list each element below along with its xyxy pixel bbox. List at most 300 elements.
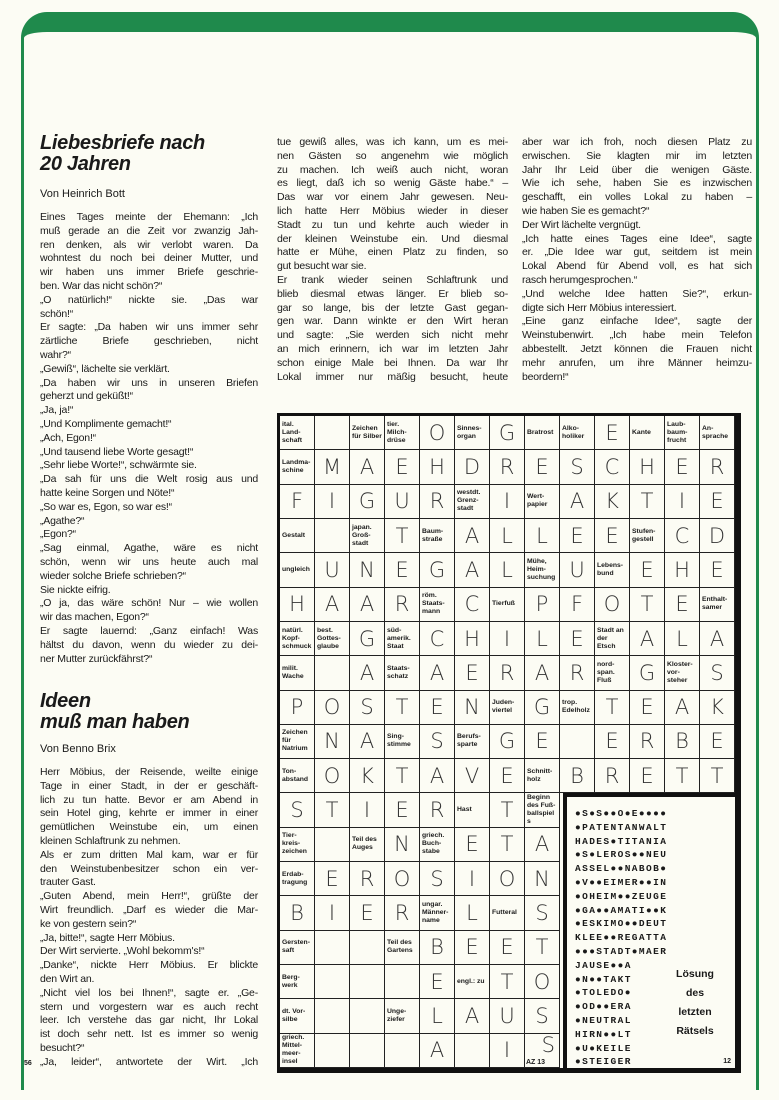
crossword-clue-cell: Teil des Auges <box>350 828 385 862</box>
crossword-letter-cell[interactable]: I <box>315 485 350 519</box>
text-line: mehr anrufen, um ihre Männer heimzu- <box>522 356 752 369</box>
text-line: „Sehr liebe Worte!“, schwärmte sie. <box>40 459 197 472</box>
crossword-letter-cell[interactable]: L <box>490 519 525 553</box>
crossword-letter-cell[interactable]: R <box>350 862 385 896</box>
crossword-letter-cell[interactable]: A <box>525 828 560 862</box>
crossword-letter-cell[interactable]: K <box>350 759 385 793</box>
crossword-clue-cell: ungleich <box>280 553 315 587</box>
crossword-letter-cell[interactable]: T <box>630 588 665 622</box>
text-line: geherzt und geküßt!“ <box>40 390 133 403</box>
page-number: 56 <box>24 1060 32 1067</box>
text-line: rasch herumgesprochen.“ <box>522 273 638 286</box>
crossword-letter-cell[interactable]: G <box>350 485 385 519</box>
solution-line: ●S●LEROS●●NEU <box>575 849 668 861</box>
crossword-letter-cell[interactable]: T <box>525 931 560 965</box>
crossword-letter-cell[interactable]: U <box>385 485 420 519</box>
crossword-letter-cell[interactable]: E <box>420 691 455 725</box>
crossword-letter-cell[interactable]: R <box>560 656 595 690</box>
crossword-letter-cell[interactable]: A <box>420 656 455 690</box>
crossword-clue-cell: Zeichen für Silber <box>350 416 385 450</box>
crossword-letter-cell[interactable]: I <box>490 485 525 519</box>
text-line: Das war vor einem Jahr gewesen. Neu- <box>277 191 508 204</box>
crossword-letter-cell[interactable]: P <box>525 588 560 622</box>
solution-line: ●NEUTRAL <box>575 1014 632 1026</box>
crossword-letter-cell[interactable]: A <box>350 656 385 690</box>
solution-line: HADES●TITANIA <box>575 835 668 847</box>
crossword-letter-cell[interactable]: R <box>595 759 630 793</box>
crossword-clue-cell: milit. Wache <box>280 656 315 690</box>
text-line: schön!“ <box>40 307 74 320</box>
crossword-letter-cell[interactable]: E <box>700 553 735 587</box>
solution-label <box>665 965 725 1041</box>
crossword-clue-cell: Laubbaumfrucht <box>665 416 700 450</box>
crossword-letter-cell[interactable]: M <box>315 450 350 484</box>
crossword-letter-cell[interactable]: E <box>700 725 735 759</box>
crossword-letter-cell[interactable]: L <box>665 622 700 656</box>
text-line: Er sagte lauernd: „Ganz einfach! Was <box>40 624 258 637</box>
crossword-letter-cell[interactable]: H <box>665 553 700 587</box>
crossword-clue-cell: Hast <box>455 793 490 827</box>
story1-body <box>40 211 258 666</box>
text-line: aber war ich froh, noch diesen Platz zu <box>522 136 752 148</box>
crossword-code: AZ 13 <box>526 1059 546 1066</box>
text-line: abbestellt. Jetzt können die Frauen nicht <box>522 342 752 355</box>
crossword-letter-cell[interactable]: F <box>280 485 315 519</box>
text-line: Tage in einer Stadt, in der er geschäft- <box>40 779 258 792</box>
crossword-letter-cell[interactable]: S <box>525 1034 560 1068</box>
crossword-letter-cell[interactable]: O <box>315 759 350 793</box>
story1-title-line: Liebesbriefe nach <box>40 132 205 154</box>
crossword-letter-cell[interactable]: S <box>280 793 315 827</box>
crossword-letter-cell[interactable]: E <box>595 416 630 450</box>
crossword-clue-cell: Stufengestell <box>630 519 665 553</box>
crossword-letter-cell[interactable]: H <box>455 622 490 656</box>
crossword-letter-cell[interactable]: H <box>420 450 455 484</box>
crossword-letter-cell[interactable]: N <box>455 691 490 725</box>
solution-line: ●●●STADT●MAER <box>575 945 668 957</box>
crossword-letter-cell[interactable]: N <box>525 862 560 896</box>
crossword-letter-cell[interactable]: R <box>490 450 525 484</box>
crossword-letter-cell[interactable]: E <box>525 725 560 759</box>
crossword-letter-cell[interactable]: I <box>490 1034 525 1068</box>
crossword-letter-cell[interactable]: G <box>525 691 560 725</box>
crossword-clue-cell: Zeichen für Natrium <box>280 725 315 759</box>
text-line: „Ja, leider“, antwortete der Wirt. „Ich <box>40 1055 258 1068</box>
crossword-letter-cell[interactable]: E <box>595 519 630 553</box>
crossword-letter-cell[interactable]: K <box>595 485 630 519</box>
crossword-letter-cell[interactable] <box>350 965 385 999</box>
text-line: „Agathe?“ <box>40 514 85 527</box>
crossword-letter-cell[interactable]: L <box>420 999 455 1033</box>
crossword-letter-cell[interactable]: A <box>420 1034 455 1068</box>
text-line: „Ja, bitte!“, sagte Herr Möbius. <box>40 931 175 944</box>
crossword-letter-cell[interactable]: O <box>315 691 350 725</box>
crossword-letter-cell[interactable] <box>315 999 350 1033</box>
crossword-letter-cell[interactable] <box>350 999 385 1033</box>
crossword-letter-cell[interactable]: F <box>560 588 595 622</box>
crossword-letter-cell[interactable]: A <box>350 588 385 622</box>
crossword-letter-cell[interactable]: N <box>315 725 350 759</box>
crossword-letter-cell[interactable]: R <box>490 656 525 690</box>
crossword-letter-cell[interactable]: V <box>455 759 490 793</box>
solution-line: ●V●●EIMER●●IN <box>575 876 668 888</box>
text-line: „Guten Abend, mein Herr!“, grüßte der <box>40 890 258 903</box>
text-line: „Egon?“ <box>40 528 76 541</box>
text-line: lich hatte Herr Möbius wieder in dieser <box>277 204 508 217</box>
crossword-letter-cell[interactable]: L <box>490 553 525 587</box>
crossword-letter-cell[interactable]: K <box>700 691 735 725</box>
crossword-letter-cell[interactable]: R <box>420 793 455 827</box>
crossword-letter-cell[interactable]: A <box>455 553 490 587</box>
crossword-letter-cell[interactable]: R <box>700 450 735 484</box>
text-line: trauter Gast. <box>40 876 96 889</box>
crossword-letter-cell[interactable]: E <box>455 656 490 690</box>
story1-title-line: 20 Jahren <box>40 153 131 175</box>
text-line: Stadt zu tun und kehrte auch wieder in <box>277 218 508 231</box>
text-line: kleinen Schlaftrunk zu nehmen. <box>40 834 181 847</box>
crossword-clue-cell: Staatsschatz <box>385 656 420 690</box>
crossword-letter-cell[interactable] <box>455 1034 490 1068</box>
crossword-clue-cell: ungar. Männername <box>420 896 455 930</box>
crossword-letter-cell[interactable]: A <box>315 588 350 622</box>
crossword-letter-cell[interactable]: E <box>630 691 665 725</box>
text-line: Er trank wieder seinen Schlaftrunk und <box>277 273 508 286</box>
solution-line: ASSEL●●NABOB● <box>575 863 668 875</box>
crossword-letter-cell[interactable]: A <box>700 622 735 656</box>
crossword-letter-cell[interactable]: O <box>595 588 630 622</box>
text-line: „Da sah für uns die Welt rosig aus und <box>40 473 258 486</box>
crossword-letter-cell[interactable]: A <box>665 691 700 725</box>
crossword-letter-cell[interactable]: E <box>665 450 700 484</box>
crossword-letter-cell[interactable]: A <box>560 485 595 519</box>
crossword-letter-cell[interactable]: B <box>420 931 455 965</box>
crossword-letter-cell[interactable] <box>315 828 350 862</box>
crossword-letter-cell[interactable]: A <box>350 450 385 484</box>
crossword-clue-cell: engl.: zu <box>455 965 490 999</box>
crossword-letter-cell[interactable]: O <box>525 965 560 999</box>
crossword-clue-cell: Wertpapier <box>525 485 560 519</box>
crossword-letter-cell[interactable]: T <box>315 793 350 827</box>
crossword-letter-cell[interactable] <box>315 1034 350 1068</box>
crossword-letter-cell[interactable] <box>315 416 350 450</box>
text-line: den Weinstubenbesitzer schon ein ver- <box>40 862 258 875</box>
crossword-letter-cell[interactable]: A <box>455 999 490 1033</box>
crossword-letter-cell[interactable]: E <box>385 450 420 484</box>
text-line: wir haben uns immer Briefe geschrie- <box>40 266 258 279</box>
story1-title <box>40 133 205 175</box>
green-frame-top <box>21 12 759 52</box>
crossword-letter-cell[interactable]: G <box>630 656 665 690</box>
text-line: Jahr Ihr Leid über die wenigen Gäste. <box>522 163 752 176</box>
crossword-clue-cell: Baumstraße <box>420 519 455 553</box>
crossword-letter-cell[interactable] <box>385 965 420 999</box>
crossword-clue-cell: Berufssparte <box>455 725 490 759</box>
text-line: er. „Die Idee war gut, seitdem ist mein <box>522 246 752 259</box>
solution-line: ●U●KEILE <box>575 1042 632 1054</box>
crossword-clue-cell: Tierfuß <box>490 588 525 622</box>
crossword-letter-cell[interactable]: E <box>490 931 525 965</box>
text-line: und sagte: „Sie werden sich nicht mehr <box>277 329 508 342</box>
text-line: nen Gästen so angenehm wie möglich <box>277 149 508 162</box>
crossword-letter-cell[interactable]: D <box>700 519 735 553</box>
crossword-letter-cell[interactable]: H <box>280 588 315 622</box>
crossword-clue-cell: Landmaschine <box>280 450 315 484</box>
text-line: wir das machen, Egon?“ <box>40 611 149 624</box>
solution-line: ●S●S●●O●E●●●● <box>575 808 668 819</box>
crossword-clue-cell: Klostervorsteher <box>665 656 700 690</box>
crossword-letter-cell[interactable]: G <box>350 622 385 656</box>
text-line: „O ja, das wäre schön! Nur – wie wollen <box>40 597 258 610</box>
crossword-letter-cell[interactable]: G <box>490 416 525 450</box>
crossword-clue-cell: Erdabtragung <box>280 862 315 896</box>
solution-line: ●TOLEDO● <box>575 987 632 999</box>
crossword-clue-cell: japan. Großstadt <box>350 519 385 553</box>
crossword-letter-cell[interactable]: E <box>350 896 385 930</box>
text-line: an mich erinnern, ich war im letzten Jahr <box>277 342 508 355</box>
crossword-letter-cell[interactable]: C <box>455 588 490 622</box>
text-line: wohntest du noch bei deiner Mutter, und <box>40 252 258 265</box>
crossword-clue-cell: Gerstensaft <box>280 931 315 965</box>
crossword-letter-cell[interactable]: T <box>385 519 420 553</box>
story2-body-column-1 <box>40 766 258 1070</box>
text-line: Lokal Abend für Abend voll, es hat sich <box>522 260 752 273</box>
crossword-letter-cell[interactable]: E <box>665 588 700 622</box>
crossword-letter-cell[interactable]: C <box>420 622 455 656</box>
crossword-clue-cell: Sinnesorgan <box>455 416 490 450</box>
text-line: lich zu tun hatte. Bevor er am Abend in <box>40 793 258 806</box>
text-line: gar so lange, bis der letzte Gast gegan- <box>277 301 508 314</box>
crossword-letter-cell[interactable]: S <box>420 862 455 896</box>
crossword-letter-cell[interactable]: E <box>420 965 455 999</box>
crossword-letter-cell[interactable]: T <box>385 691 420 725</box>
crossword-letter-cell[interactable]: E <box>315 862 350 896</box>
text-line: geschafft, ein volles Lokal zu haben – <box>522 191 752 204</box>
text-line: gen war. Dann winkte er den Wirt heran <box>277 315 508 328</box>
text-line: „O natürlich!“ nickte sie. „Das war <box>40 293 258 306</box>
text-line: besucht?“ <box>40 1041 85 1054</box>
crossword-clue-cell: Alkoholiker <box>560 416 595 450</box>
crossword-letter-cell[interactable]: S <box>350 691 385 725</box>
crossword-letter-cell[interactable]: E <box>700 485 735 519</box>
crossword-letter-cell[interactable]: T <box>700 759 735 793</box>
crossword-letter-cell[interactable]: A <box>350 725 385 759</box>
crossword-letter-cell[interactable]: U <box>560 553 595 587</box>
crossword-clue-cell: Tierkreiszeichen <box>280 828 315 862</box>
crossword-letter-cell[interactable]: B <box>280 896 315 930</box>
crossword-letter-cell[interactable]: T <box>385 759 420 793</box>
crossword-clue-cell: dt. Vorsilbe <box>280 999 315 1033</box>
crossword-clue-cell: Bergwerk <box>280 965 315 999</box>
crossword-letter-cell[interactable]: C <box>595 450 630 484</box>
text-line: tue gewiß alles, was ich kann, um es mei- <box>277 136 508 148</box>
crossword-clue-cell: röm. Staatsmann <box>420 588 455 622</box>
crossword-letter-cell[interactable]: B <box>665 725 700 759</box>
crossword-letter-cell[interactable]: A <box>630 622 665 656</box>
text-line: leer. Ich verstehe das gar nicht, Ihr Lokal <box>40 1014 258 1027</box>
crossword-clue-cell: best. Gottesglaube <box>315 622 350 656</box>
crossword-letter-cell[interactable] <box>315 656 350 690</box>
crossword-letter-cell[interactable]: A <box>525 656 560 690</box>
crossword-letter-cell[interactable]: L <box>525 519 560 553</box>
crossword-letter-cell[interactable]: B <box>560 759 595 793</box>
crossword-letter-cell[interactable] <box>350 931 385 965</box>
crossword-clue-cell: Futteral <box>490 896 525 930</box>
text-line: wahr?“ <box>40 348 71 361</box>
green-frame-left <box>21 50 24 1090</box>
solution-label-line: des <box>685 987 705 999</box>
crossword-letter-cell[interactable]: E <box>630 553 665 587</box>
text-line: Der Wirt lächelte vergnügt. <box>522 218 641 231</box>
text-line: schön, wenn wir uns heute auch mal <box>40 555 258 568</box>
text-line: Herr Möbius, der Reisende, weilte einige <box>40 766 258 778</box>
text-line: „Sag einmal, Agathe, wäre es nicht <box>40 542 258 555</box>
crossword-letter-cell[interactable]: O <box>490 862 525 896</box>
crossword-letter-cell[interactable]: S <box>560 450 595 484</box>
crossword-letter-cell[interactable]: I <box>665 485 700 519</box>
crossword-clue-cell: Enthaltsamer <box>700 588 735 622</box>
crossword-letter-cell[interactable]: O <box>420 416 455 450</box>
solution-line: ●OHEIM●●ZEUGE <box>575 890 668 902</box>
text-line: wie haben Sie es gemacht?“ <box>522 204 650 217</box>
crossword-letter-cell[interactable]: E <box>490 759 525 793</box>
solution-line: ●N●●TAKT <box>575 973 632 985</box>
crossword-letter-cell[interactable]: T <box>665 759 700 793</box>
crossword-letter-cell[interactable]: I <box>490 622 525 656</box>
crossword-letter-cell[interactable]: E <box>385 793 420 827</box>
crossword-letter-cell[interactable]: I <box>350 793 385 827</box>
text-line: digte sich Herr Möbius interessiert. <box>522 301 677 314</box>
crossword-letter-cell[interactable]: P <box>280 691 315 725</box>
crossword-letter-cell[interactable]: L <box>525 622 560 656</box>
crossword-letter-cell[interactable]: S <box>420 725 455 759</box>
crossword-letter-cell[interactable]: E <box>560 519 595 553</box>
crossword-letter-cell[interactable] <box>350 1034 385 1068</box>
text-line: hältst du davon, wenn du wieder zu dei- <box>40 638 258 651</box>
crossword-letter-cell[interactable] <box>560 725 595 759</box>
crossword-letter-cell[interactable]: E <box>385 553 420 587</box>
crossword-letter-cell[interactable]: T <box>490 828 525 862</box>
text-line: hatte er Mühe, einen Platz zu finden, so <box>277 246 508 259</box>
crossword-letter-cell[interactable]: E <box>560 622 595 656</box>
text-line: zärtliche Briefe geschrieben, nicht <box>40 335 258 348</box>
text-line: blieb diesmal etwas länger. Er blieb so- <box>277 287 508 300</box>
crossword-letter-cell[interactable]: E <box>525 450 560 484</box>
crossword-letter-cell[interactable]: G <box>490 725 525 759</box>
text-line: „Und Komplimente gemacht!“ <box>40 417 172 430</box>
crossword-letter-cell[interactable]: E <box>630 759 665 793</box>
story2-title-line: Ideen <box>40 690 91 712</box>
crossword-letter-cell[interactable]: U <box>315 553 350 587</box>
crossword-letter-cell[interactable] <box>385 1034 420 1068</box>
crossword-letter-cell[interactable]: D <box>455 450 490 484</box>
text-line: ben. War das nicht schön?“ <box>40 279 163 292</box>
text-line: es liegt, daß ich so wenig Gäste habe.“ – <box>277 177 508 190</box>
text-line: den Wirt an. <box>40 972 95 985</box>
text-line: Lokal immer nur mäßig besucht, heute <box>277 370 508 383</box>
text-line: Eines Tages meinte der Ehemann: „Ich <box>40 211 258 223</box>
crossword-clue-cell: Beginn des Fußballspiels <box>525 793 560 827</box>
solution-grid-text <box>575 807 667 1069</box>
crossword-letter-cell[interactable]: U <box>490 999 525 1033</box>
crossword-clue-cell: Ungeziefer <box>385 999 420 1033</box>
crossword-letter-cell[interactable]: R <box>630 725 665 759</box>
crossword-letter-cell[interactable]: T <box>490 793 525 827</box>
text-line: „Eine ganz einfache Idee“, sagte der <box>522 315 752 328</box>
crossword-letter-cell[interactable]: S <box>525 999 560 1033</box>
text-line: „Ich hatte eines Tages eine Idee“, sagte <box>522 232 752 245</box>
crossword-letter-cell[interactable]: T <box>630 485 665 519</box>
crossword-letter-cell[interactable] <box>315 965 350 999</box>
text-line: stern und vorgestern war es auch recht <box>40 1000 258 1013</box>
text-line: Wirt freundlich. „Darf es wieder die Mar- <box>40 903 258 916</box>
crossword-letter-cell[interactable]: T <box>490 965 525 999</box>
crossword-letter-cell[interactable]: A <box>455 519 490 553</box>
crossword-letter-cell[interactable]: T <box>595 691 630 725</box>
crossword-letter-cell[interactable]: S <box>700 656 735 690</box>
crossword-clue-cell: westdt. Grenzstadt <box>455 485 490 519</box>
story2-body-column-3 <box>522 136 752 384</box>
crossword-letter-cell[interactable]: N <box>350 553 385 587</box>
solution-label-line: Rätsels <box>676 1025 714 1037</box>
crossword-letter-cell[interactable]: O <box>385 862 420 896</box>
story2-body-column-2 <box>277 136 508 384</box>
crossword-letter-cell[interactable]: H <box>630 450 665 484</box>
story2-byline: Von Benno Brix <box>40 743 116 755</box>
crossword-letter-cell[interactable]: E <box>455 931 490 965</box>
solution-line: ●STEIGER <box>575 1056 632 1068</box>
crossword-letter-cell[interactable]: N <box>385 828 420 862</box>
crossword-clue-cell: Teil des Gartens <box>385 931 420 965</box>
solution-line: ●PATENTANWALT <box>575 821 668 833</box>
crossword-letter-cell[interactable]: A <box>420 759 455 793</box>
crossword-letter-cell[interactable]: L <box>455 896 490 930</box>
crossword-letter-cell[interactable]: E <box>595 725 630 759</box>
crossword-letter-cell[interactable]: I <box>455 862 490 896</box>
crossword-clue-cell: natürl. Kopfschmuck <box>280 622 315 656</box>
text-line: Sie nickte eifrig. <box>40 583 111 596</box>
crossword-clue-cell: Judenviertel <box>490 691 525 725</box>
text-line: Weinstubenwirt. „Ich habe mein Telefon <box>522 329 752 342</box>
crossword-letter-cell[interactable]: I <box>315 896 350 930</box>
crossword-letter-cell[interactable]: E <box>455 828 490 862</box>
crossword-clue-cell: griech. Mittelmeerinsel <box>280 1034 315 1068</box>
crossword-letter-cell[interactable] <box>315 519 350 553</box>
text-line: beordern!“ <box>522 370 569 383</box>
text-line: ist doch sehr nett. Ist es immer so wenig <box>40 1028 258 1041</box>
crossword-clue-cell: nordspan. Fluß <box>595 656 630 690</box>
green-frame-right <box>756 50 759 1090</box>
crossword-letter-cell[interactable] <box>315 931 350 965</box>
text-line: Wie ich sehe, haben Sie es inzwischen <box>522 177 752 190</box>
solution-label-line: letzten <box>678 1006 712 1018</box>
crossword-letter-cell[interactable]: R <box>420 485 455 519</box>
text-line: „Gewiß“, lächelte sie verklärt. <box>40 362 170 375</box>
crossword-letter-cell[interactable]: S <box>525 896 560 930</box>
text-line: „So war es, Egon, so war es!“ <box>40 500 172 513</box>
crossword-letter-cell[interactable]: G <box>420 553 455 587</box>
story2-title-line: muß man haben <box>40 711 190 733</box>
text-line: gut besucht war sie. <box>277 260 367 273</box>
crossword-letter-cell[interactable]: C <box>665 519 700 553</box>
solution-line: HIRN●●LT <box>575 1028 632 1040</box>
crossword-letter-cell[interactable]: R <box>385 588 420 622</box>
crossword-clue-cell: ital. Landschaft <box>280 416 315 450</box>
text-line: Als er zum dritten Mal kam, war er für <box>40 848 258 861</box>
crossword-clue-cell: griech. Buchstabe <box>420 828 455 862</box>
crossword-clue-cell: trop. Edelholz <box>560 691 595 725</box>
solution-line: KLEE●●REGATTA <box>575 932 668 944</box>
crossword-letter-cell[interactable]: R <box>385 896 420 930</box>
